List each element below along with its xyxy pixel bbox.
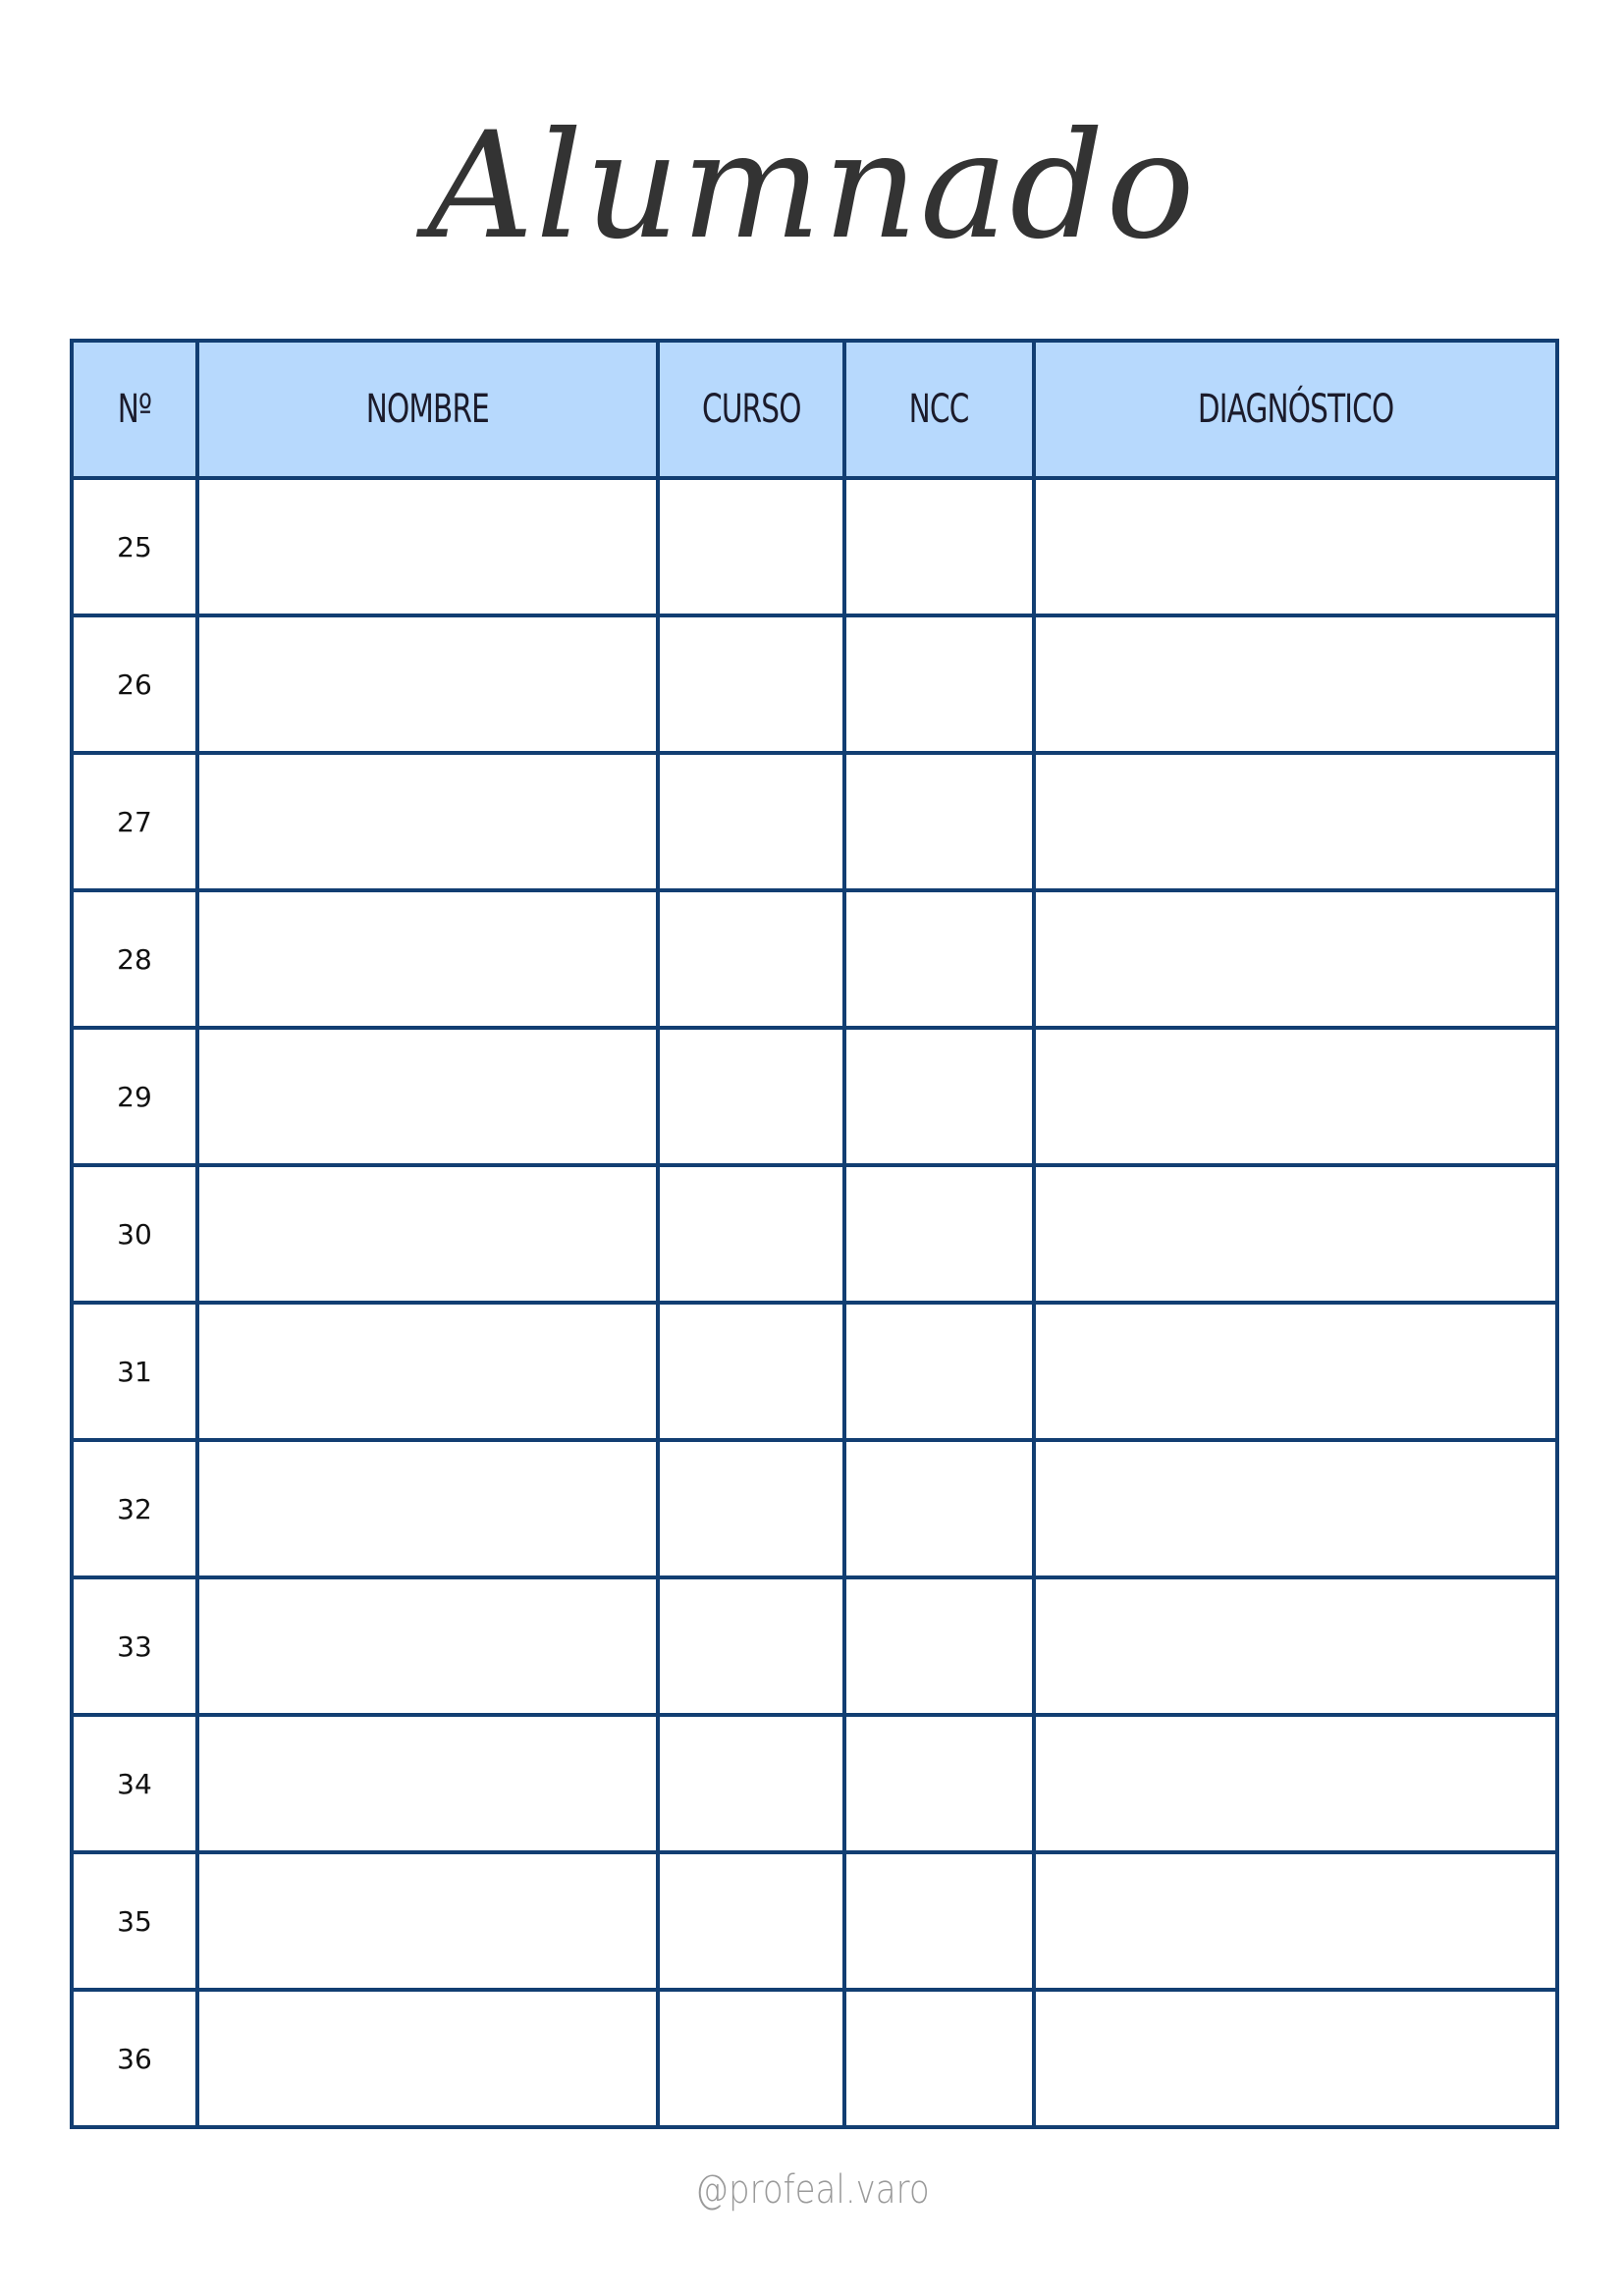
- nombre-cell[interactable]: [197, 1577, 658, 1715]
- ncc-cell[interactable]: [844, 1165, 1034, 1303]
- table-row: [72, 1440, 1557, 1577]
- diagnostico-cell[interactable]: [1034, 1852, 1557, 1990]
- nombre-cell[interactable]: [197, 1715, 658, 1852]
- curso-cell[interactable]: [658, 1990, 844, 2127]
- curso-cell[interactable]: [658, 890, 844, 1028]
- table-row: [72, 1715, 1557, 1852]
- table-row: [72, 1577, 1557, 1715]
- table-header-row: [72, 341, 1557, 478]
- diagnostico-cell[interactable]: [1034, 890, 1557, 1028]
- column-header-diagnostico: [1034, 341, 1557, 478]
- row-number: 30: [72, 1165, 197, 1303]
- row-number: 25: [72, 478, 197, 615]
- row-number: 35: [72, 1852, 197, 1990]
- table-row: [72, 1852, 1557, 1990]
- nombre-cell[interactable]: [197, 478, 658, 615]
- row-number: 29: [72, 1028, 197, 1165]
- column-header-num: [72, 341, 197, 478]
- row-number: 28: [72, 890, 197, 1028]
- diagnostico-cell[interactable]: [1034, 1028, 1557, 1165]
- diagnostico-cell[interactable]: [1034, 1715, 1557, 1852]
- nombre-cell[interactable]: [197, 1165, 658, 1303]
- curso-cell[interactable]: [658, 478, 844, 615]
- curso-cell[interactable]: [658, 1303, 844, 1440]
- diagnostico-cell[interactable]: [1034, 753, 1557, 890]
- curso-cell[interactable]: [658, 1577, 844, 1715]
- author-handle-text: @profeal.varo: [694, 2167, 930, 2213]
- diagnostico-cell[interactable]: [1034, 1440, 1557, 1577]
- table-row: [72, 1990, 1557, 2127]
- row-number: 34: [72, 1715, 197, 1852]
- ncc-cell[interactable]: [844, 753, 1034, 890]
- diagnostico-cell[interactable]: [1034, 1165, 1557, 1303]
- diagnostico-cell[interactable]: [1034, 1577, 1557, 1715]
- table-row: [72, 615, 1557, 753]
- nombre-cell[interactable]: [197, 753, 658, 890]
- curso-cell[interactable]: [658, 1165, 844, 1303]
- ncc-cell[interactable]: [844, 1440, 1034, 1577]
- column-header-num-label: Nº: [117, 387, 152, 432]
- table-row: [72, 1028, 1557, 1165]
- curso-cell[interactable]: [658, 753, 844, 890]
- roster-table-container: [70, 339, 1555, 2122]
- nombre-cell[interactable]: [197, 1990, 658, 2127]
- curso-cell[interactable]: [658, 615, 844, 753]
- ncc-cell[interactable]: [844, 1028, 1034, 1165]
- diagnostico-cell[interactable]: [1034, 1303, 1557, 1440]
- row-number: 33: [72, 1577, 197, 1715]
- row-number: 26: [72, 615, 197, 753]
- curso-cell[interactable]: [658, 1715, 844, 1852]
- column-header-nombre: [197, 341, 658, 478]
- nombre-cell[interactable]: [197, 1852, 658, 1990]
- column-header-curso-label: CURSO: [701, 387, 801, 432]
- ncc-cell[interactable]: [844, 1303, 1034, 1440]
- ncc-cell[interactable]: [844, 1577, 1034, 1715]
- ncc-cell[interactable]: [844, 1852, 1034, 1990]
- row-number: 32: [72, 1440, 197, 1577]
- column-header-diagnostico-label: DIAGNÓSTICO: [1197, 387, 1394, 432]
- nombre-cell[interactable]: [197, 890, 658, 1028]
- ncc-cell[interactable]: [844, 1715, 1034, 1852]
- table-row: [72, 478, 1557, 615]
- author-handle: [0, 2167, 1624, 2213]
- nombre-cell[interactable]: [197, 1440, 658, 1577]
- diagnostico-cell[interactable]: [1034, 1990, 1557, 2127]
- table-row: [72, 753, 1557, 890]
- curso-cell[interactable]: [658, 1440, 844, 1577]
- page-title: Alumnado: [427, 101, 1197, 272]
- row-number: 36: [72, 1990, 197, 2127]
- row-number: 31: [72, 1303, 197, 1440]
- column-header-ncc: [844, 341, 1034, 478]
- column-header-curso: [658, 341, 844, 478]
- column-header-nombre-label: NOMBRE: [365, 387, 490, 432]
- curso-cell[interactable]: [658, 1028, 844, 1165]
- curso-cell[interactable]: [658, 1852, 844, 1990]
- table-row: [72, 890, 1557, 1028]
- nombre-cell[interactable]: [197, 1303, 658, 1440]
- row-number: 27: [72, 753, 197, 890]
- diagnostico-cell[interactable]: [1034, 478, 1557, 615]
- ncc-cell[interactable]: [844, 890, 1034, 1028]
- nombre-cell[interactable]: [197, 1028, 658, 1165]
- diagnostico-cell[interactable]: [1034, 615, 1557, 753]
- table-row: [72, 1303, 1557, 1440]
- table-row: [72, 1165, 1557, 1303]
- ncc-cell[interactable]: [844, 1990, 1034, 2127]
- ncc-cell[interactable]: [844, 615, 1034, 753]
- roster-table: [70, 339, 1559, 2129]
- ncc-cell[interactable]: [844, 478, 1034, 615]
- nombre-cell[interactable]: [197, 615, 658, 753]
- column-header-ncc-label: NCC: [909, 387, 969, 432]
